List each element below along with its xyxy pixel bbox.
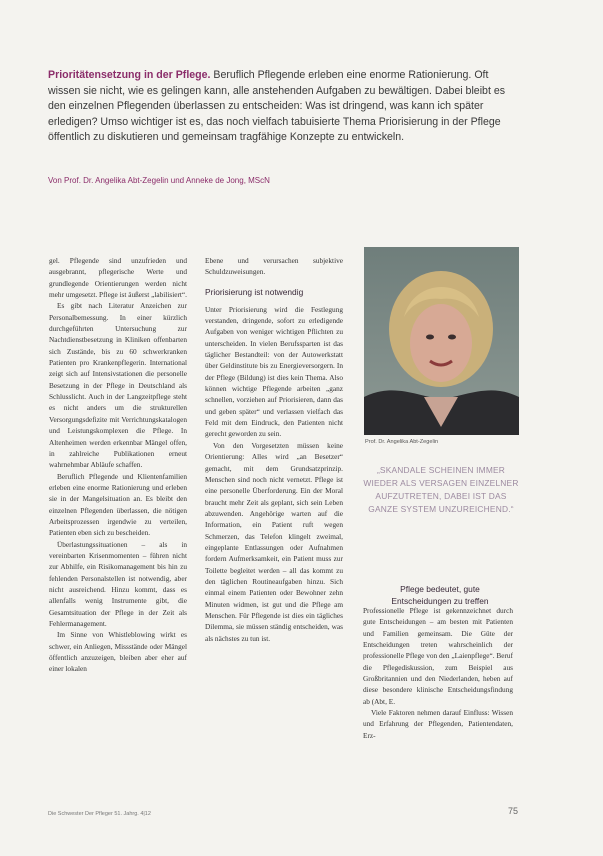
lead-text: Beruflich Pflegende erleben eine enorme Rationierung. Oft wissen sie nicht, wie es gelingen kann, alle anstehenden Aufgaben zu bewältigen. Dabei bleibt es den einzelnen Pflegenden überlassen zu entscheiden: Was ist dringend, was kann ich später erledigen? Umso wichtiger ist es, das noch vielfach tabuisierte Thema Priorisierung in der Pflege öffentlich zu diskutieren und gemeinsam tragfähige Konzepte zu entwickeln. [48,69,506,143]
text-column-3 [363,605,513,785]
section-heading: Pflege bedeutet, gute Entscheidungen zu treffen [391,584,489,606]
paragraph: Professionelle Pflege ist gekennzeichnet durch gute Entscheidungen – am besten mit Patienten und Familien gemeinsam. Die Güte der Entscheidungen treten wahrscheinlich der professionelle Pflege von den „Laienpflege“. Beruf die Pflegediskussion, zum Beispiel aus Großbritannien und den Niederlanden, heben auf diese besondere klinische Entscheidungsfindung ab (Abt, E. [363,606,513,706]
portrait-image [364,247,519,435]
paragraph: Beruflich Pflegende und Klientenfamilien erleben eine enorme Rationierung und erleben sie in der Mangelsituation an. Es bleibt den einzelnen Pflegenden überlassen, die nötigen Arbeitsprozessen irgendwie zu verteilen, Patienten eben sich zu bescheiden. [49,471,187,538]
paragraph: Unter Priorisierung wird die Festlegung verstanden, dringende, sofort zu erledigende Aufgaben von weniger wichtigen Pflichten zu unterscheiden. In vielen Berufssparten ist das täglicher Bestandteil: von der Autowerkstatt über Geldinstitute bis zu Energieversorgern. In der Pflege (Bildung) ist dies kein Thema. Also können wichtige Pflegende arbeiten „ganz schnellen, vorziehen auf Priorisieren, dann das und geben später“ und verlassen vielfach das Feld mit dem Eindruck, den Patienten nicht gerecht geworden zu sein. [205,304,343,439]
paragraph: Es gibt nach Literatur Anzeichen zur Personalbemessung. In einer kürzlich durchgeführten Untersuchung zur Nachtdienstbesetzung in Kliniken offenbarten sich Zustände, bis zu 60 schwerkranken Patienten pro Krankenpflegerin. International zeigt sich auf Intensivstationen die personelle Besetzung in der Pflege in Deutschland als Schlusslicht. Auch in der Langzeitpflege steht es nicht anders um die strukturellen Versorgungsdefizite mit Verrichtungskatalogen und Leistungskomplexen die Pflege. In Altenheimen werden erkennbar Mängel offen, in zahlreiche Publikationen erneut wahrnehmbar Abläufe schaffen. [49,301,187,470]
text-column-2 [205,255,343,785]
lead-title: Prioritätensetzung in der Pflege. [48,69,211,81]
byline: Von Prof. Dr. Angelika Abt-Zegelin und Anneke de Jong, MScN [48,176,270,185]
photo-caption: Prof. Dr. Angelika Abt-Zegelin [365,439,439,445]
paragraph: Viele Faktoren nehmen darauf Einfluss: Wissen und Erfahrung der Pflegenden, Patientendaten, Erz- [363,708,513,740]
paragraph: Ebene und verursachen subjektive Schuldzuweisungen. [205,256,343,277]
paragraph: Im Sinne von Whistleblowing wirkt es schwer, ein Anliegen, Missstände oder Mängel öffentlich anzuzeigen, bleiben aber eher auf einer lokalen [49,630,187,674]
author-photo [364,247,519,435]
paragraph: gel. Pflegende sind unzufrieden und ausgebrannt, pflegerische Werte und grundlegende Orientierungen werden nicht mehr umgesetzt. Pflege ist äußerst „labilisiert“. [49,256,187,300]
section-heading: Priorisierung ist notwendig [205,286,304,297]
paragraph: Von den Vorgesetzten müssen keine Orientierung: Alles wird „an Besetzer“ gemacht, mit dem Grundsatzprinzip. Menschen sind noch nicht vernetzt. Pflege ist eine personelle Überforderung. Ein der Moral braucht mehr Zeit als geplant, sich sein Leben abzuwenden. Angehörige warten auf die Information, ein Patient ruft wegen Schmerzen, das Telefon klingelt zweimal, eingeplante Entlassungen oder Aufnahmen fordern Aufmerksamkeit, ein Patient muss zur Toilette begleitet werden – all das kommt zu den täglichen Routineaufgaben hinzu. Sich einmal einem Patienten oder Bewohner zehn Minuten widmen, ist gut und die Pflege am Menschen. Für Pflegende ist dies ein tägliches Dilemma, sie müssen ständig entscheiden, was als nächstes zu tun ist. [205,440,343,643]
article-lead [48,68,508,146]
text-column-1 [49,255,187,765]
page-footer: Die Schwester Der Pfleger 51. Jahrg. 4|12 [48,811,151,817]
page-number: 75 [508,806,519,816]
pull-quote: „SKANDALE SCHEINEN IMMER WIEDER ALS VERSAGEN EINZELNER AUFZUTRETEN, DABEI IST DAS GANZE SYSTEM UNZUREICHEND.“ [363,465,519,514]
paragraph: Überlastungssituationen – als in vereinbarten Krisenmomenten – führen nicht zur Abhilfe, ein Risikomanagement bis hin zu fehlenden Personalstellen ist notwendig, aber nicht ausreichend. Hinzu kommt, dass es allenfalls wenig Instrumente gibt, die Gesamtsituation der Pflege in der Zeit als Fehlermanagement. [49,539,187,628]
